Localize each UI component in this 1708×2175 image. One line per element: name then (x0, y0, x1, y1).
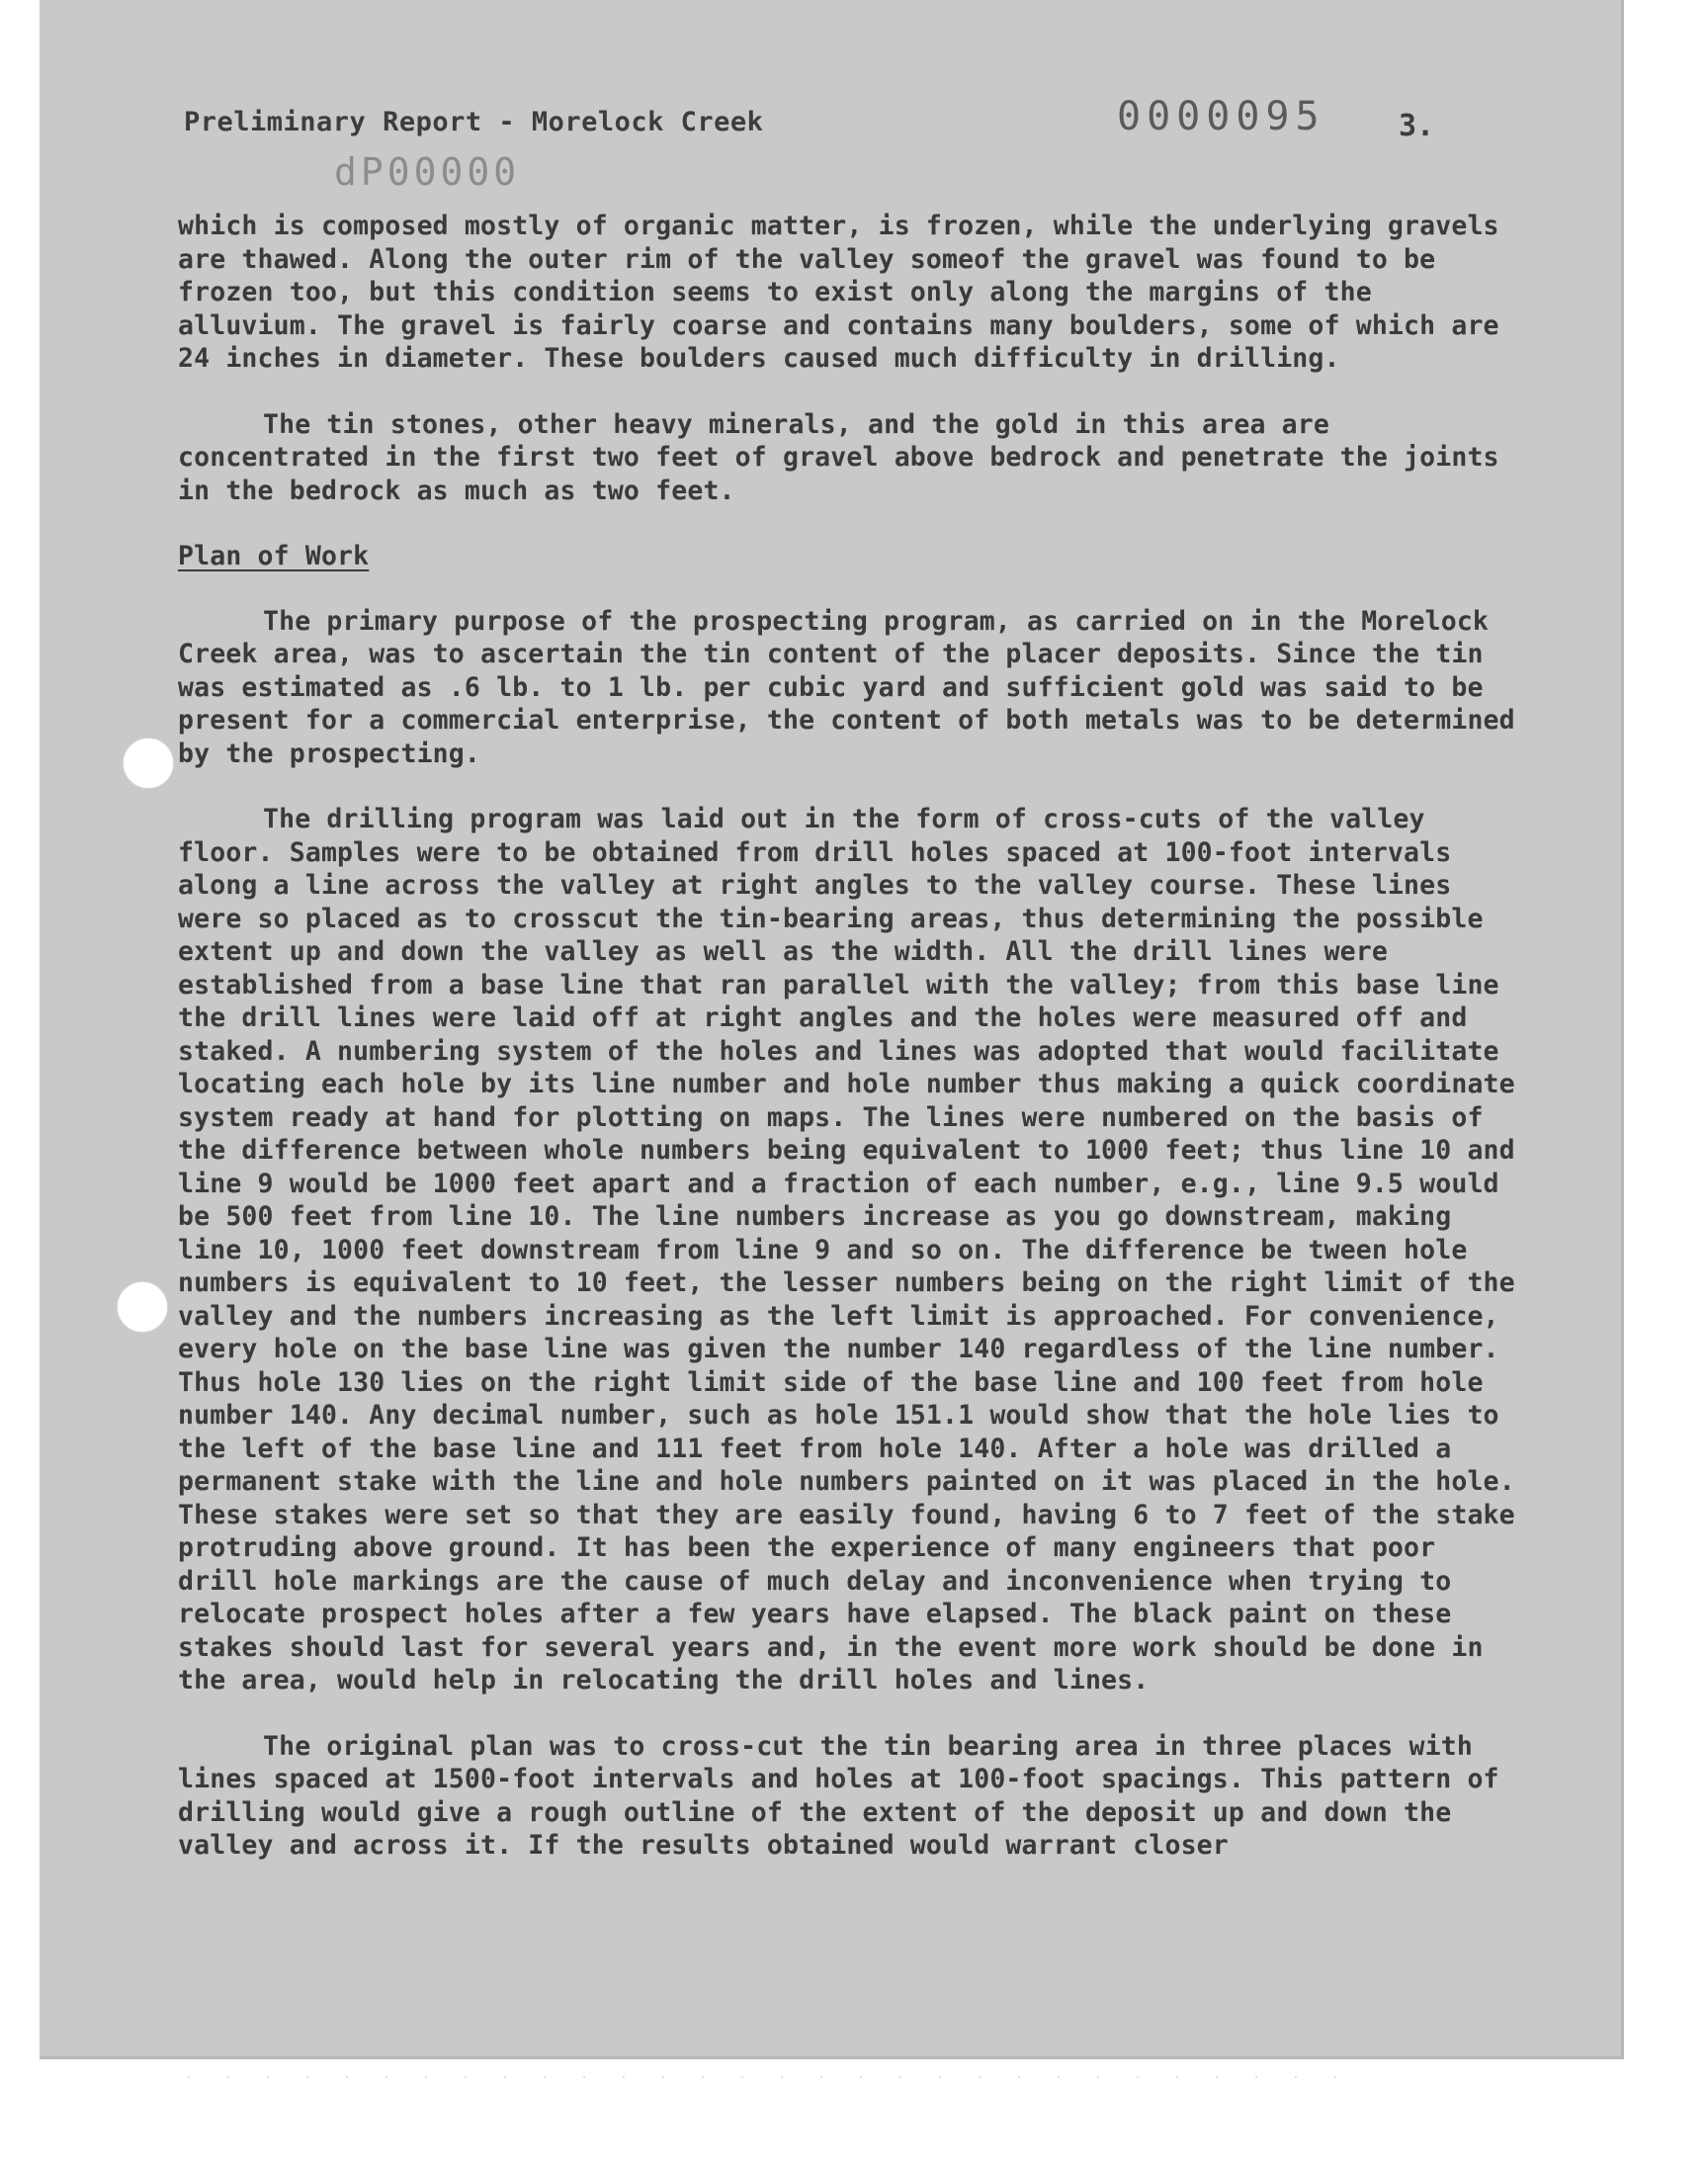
report-body (178, 210, 1522, 1895)
paragraph-prospecting-purpose: The primary purpose of the prospecting program, as carried on in the Morelock Creek area, was to ascertain the tin content of the placer deposits. Since the tin was estimated as .6 lb. to 1 lb. per cubic yard and sufficient gold was said to be present for a commercial enterprise, the content of both metals was to be determined by the prospecting. (178, 605, 1515, 769)
faint-stamp-number: dP00000 (334, 150, 521, 194)
punch-hole-upper (123, 738, 174, 789)
paragraph-drilling-program: The drilling program was laid out in the form of cross-cuts of the valley floor. Samples were to be obtained from drill holes spaced at 100-foot intervals along a line across the valley at right angles to the valley course. These lines were so placed as to crosscut the tin-bearing areas, thus determining the possible extent up and down the valley as well as the width. All the drill lines were established from a base line that ran parallel with the valley; from this base line the drill lines were laid off at right angles and the holes were measured off and staked. A numbering system of the holes and lines was adopted that would facilitate locating each hole by its line number and hole number thus making a quick coordinate system ready at hand for plotting on maps. The lines were numbered on the basis of the difference between whole numbers being equivalent to 1000 feet; thus line 10 and line 9 would be 1000 feet apart and a fraction of each number, e.g., line 9.5 would be 500 feet from line 10. The line numbers increase as you go downstream, making line 10, 1000 feet downstream from line 9 and so on. The difference be tween hole numbers is equivalent to 10 feet, the lesser numbers being on the right limit of the valley and the numbers increasing as the left limit is approached. For convenience, every hole on the base line was given the number 140 regardless of the line number. Thus hole 130 lies on the right limit side of the base line and 100 feet from hole number 140. Any decimal number, such as hole 151.1 would show that the hole lies to the left of the base line and 111 feet from hole 140. After a hole was drilled a permanent stake with the line and hole numbers painted on it was placed in the hole. These stakes were set so that they are easily found, having 6 to 7 feet of the stake protruding above ground. It has been the experience of many engineers that poor drill hole markings are the cause of much delay and inconvenience when trying to relocate prospect holes after a few years have elapsed. The black paint on these stakes should last for several years and, in the event more work should be done in the area, would help in relocating the drill holes and lines. (178, 804, 1515, 1696)
paragraph-continuation: which is composed mostly of organic matter, is frozen, while the underlying gravels are thawed. Along the outer rim of the valley someof the gravel was found to be frozen too, but this condition seems to exist only along the margins of the alluvium. The gravel is fairly coarse and contains many boulders, some of which are 24 inches in diameter. These boulders caused much difficulty in drilling. (178, 211, 1499, 374)
paragraph-original-plan: The original plan was to cross-cut the tin bearing area in three places with lines spaced at 1500-foot intervals and holes at 100-foot spacings. This pattern of drilling would give a rough outline of the extent of the deposit up and down the valley and across it. If the results obtained would warrant closer (178, 1730, 1499, 1861)
page-header-title: Preliminary Report - Morelock Creek (184, 107, 764, 137)
document-control-number: 0000095 (1117, 94, 1325, 139)
section-heading-plan-of-work: Plan of Work (178, 541, 370, 571)
scan-edge-marks (188, 2076, 1374, 2078)
paragraph-tin-concentration: The tin stones, other heavy minerals, and the gold in this area are concentrated in the first two feet of gravel above bedrock and penetrate the joints in the bedrock as much as two feet. (178, 408, 1499, 506)
punch-hole-lower (117, 1281, 168, 1333)
page-number: 3. (1399, 109, 1435, 143)
